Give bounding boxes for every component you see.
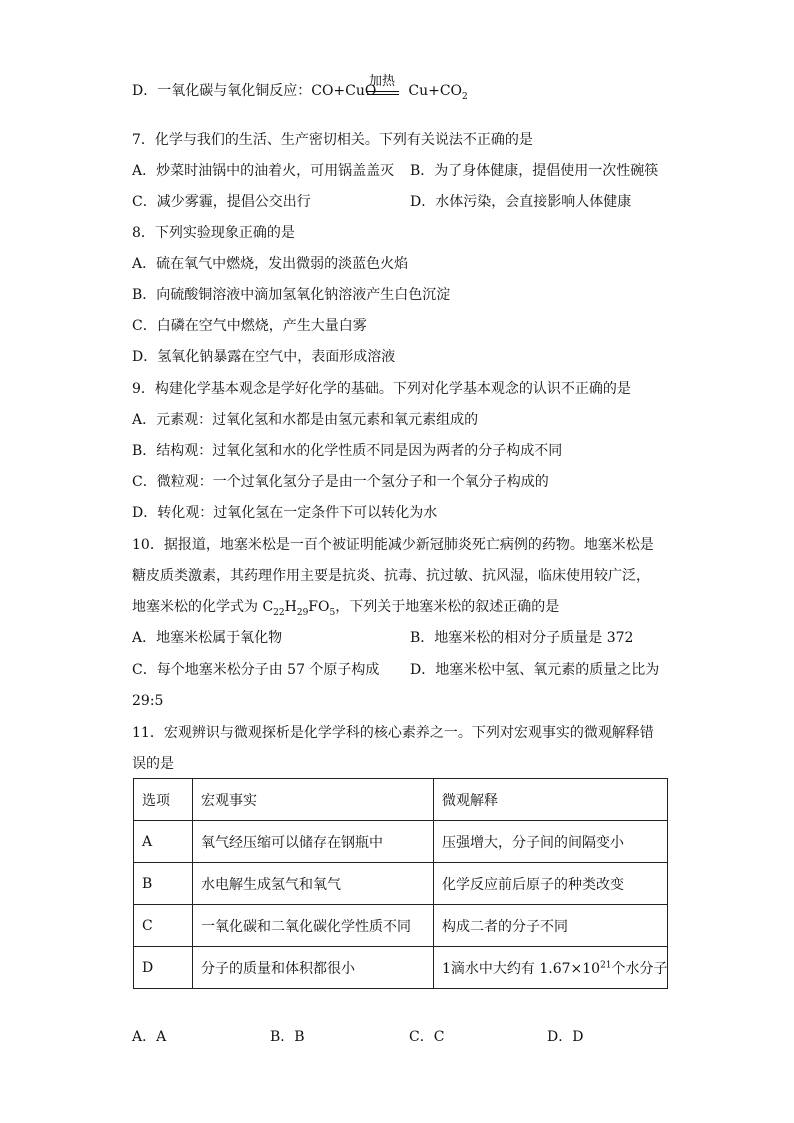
- q10-stem-line3: 地塞米松的化学式为 $C_{22}H_{29}FO_5$，下列关于地塞米松的叙述正确的是: [132, 599, 560, 618]
- q9-stem: 9．构建化学基本观念是学好化学的基础。下列对化学基本观念的认识不正确的是: [132, 381, 631, 397]
- table-cell: 氧气经压缩可以储存在钢瓶中: [193, 821, 434, 863]
- q8-option-c: C．白磷在空气中燃烧，产生大量白雾: [132, 318, 367, 334]
- q6-products: $Cu+CO_2$: [408, 83, 468, 102]
- q6-reaction-arrow-line: [367, 91, 399, 92]
- q8-option-a: A．硫在氧气中燃烧，发出微弱的淡蓝色火焰: [132, 256, 409, 272]
- q10-option-d: D．地塞米松中氢、氧元素的质量之比为: [410, 662, 660, 678]
- table-cell: B: [134, 863, 193, 905]
- q11-table: [133, 778, 668, 989]
- q10-option-b: B．地塞米松的相对分子质量是 372: [410, 630, 634, 646]
- q11-option-b: B．B: [270, 1029, 305, 1045]
- table-header-cell: 宏观事实: [193, 779, 434, 821]
- q7-option-d: D．水体污染，会直接影响人体健康: [410, 194, 632, 210]
- q10-option-d-continued: 29:5: [132, 693, 164, 709]
- q11-option-c: C．C: [409, 1029, 445, 1045]
- table-row: [134, 947, 668, 989]
- q10-stem-line1: 10．据报道，地塞米松是一百个被证明能减少新冠肺炎死亡病例的药物。地塞米松是: [132, 537, 654, 553]
- q10-option-c: C．每个地塞米松分子由 57 个原子构成: [132, 662, 380, 678]
- table-cell: 压强增大，分子间的间隔变小: [434, 821, 668, 863]
- q11-stem-line2: 误的是: [132, 756, 174, 772]
- table-header-row: [134, 779, 668, 821]
- q7-option-b: B．为了身体健康，提倡使用一次性碗筷: [410, 163, 659, 179]
- table-cell: 1滴水中大约有 $1.67\times 10^{21}$个水分子: [434, 947, 668, 989]
- q7-option-a: A．炒菜时油锅中的油着火，可用锅盖盖灭: [132, 163, 395, 179]
- q11-stem-line1: 11．宏观辨识与微观探析是化学学科的核心素养之一。下列对宏观事实的微观解释错: [132, 725, 654, 741]
- q6-reaction-arrow-line-2: [367, 94, 399, 95]
- q10-option-a: A．地塞米松属于氧化物: [132, 630, 283, 646]
- table-cell: A: [134, 821, 193, 863]
- q9-option-b: B．结构观：过氧化氢和水的化学性质不同是因为两者的分子构成不同: [132, 443, 563, 459]
- table-row: [134, 821, 668, 863]
- q11-option-a: A．A: [132, 1029, 167, 1045]
- q9-option-c: C．微粒观：一个过氧化氢分子是由一个氢分子和一个氧分子构成的: [132, 474, 549, 490]
- q9-option-d: D．转化观：过氧化氢在一定条件下可以转化为水: [132, 505, 438, 521]
- table-cell: C: [134, 905, 193, 947]
- q8-stem: 8．下列实验现象正确的是: [132, 225, 295, 241]
- table-row: [134, 863, 668, 905]
- table-header-cell: 选项: [134, 779, 193, 821]
- table-cell: 分子的质量和体积都很小: [193, 947, 434, 989]
- table-header-cell: 微观解释: [434, 779, 668, 821]
- q7-stem: 7．化学与我们的生活、生产密切相关。下列有关说法不正确的是: [132, 132, 533, 148]
- q6-reaction-condition: 加热: [369, 74, 396, 89]
- q7-option-c: C．减少雾霾，提倡公交出行: [132, 194, 311, 210]
- table-cell: 水电解生成氢气和氧气: [193, 863, 434, 905]
- q6-reactants: CO+CuO: [311, 83, 377, 99]
- table-cell: 构成二者的分子不同: [434, 905, 668, 947]
- q6-option-d-label: D．一氧化碳与氧化铜反应：: [132, 83, 312, 99]
- table-row: [134, 905, 668, 947]
- q11-option-d: D．D: [547, 1029, 584, 1045]
- q9-option-a: A．元素观：过氧化氢和水都是由氢元素和氧元素组成的: [132, 412, 479, 428]
- q8-option-d: D．氢氧化钠暴露在空气中，表面形成溶液: [132, 349, 396, 365]
- table-cell: 化学反应前后原子的种类改变: [434, 863, 668, 905]
- q10-stem-line2: 糖皮质类激素，其药理作用主要是抗炎、抗毒、抗过敏、抗风湿，临床使用较广泛，: [132, 568, 650, 584]
- table-cell: 一氧化碳和二氧化碳化学性质不同: [193, 905, 434, 947]
- table-cell: D: [134, 947, 193, 989]
- q8-option-b: B．向硫酸铜溶液中滴加氢氧化钠溶液产生白色沉淀: [132, 287, 451, 303]
- q6-option-d: [132, 82, 468, 100]
